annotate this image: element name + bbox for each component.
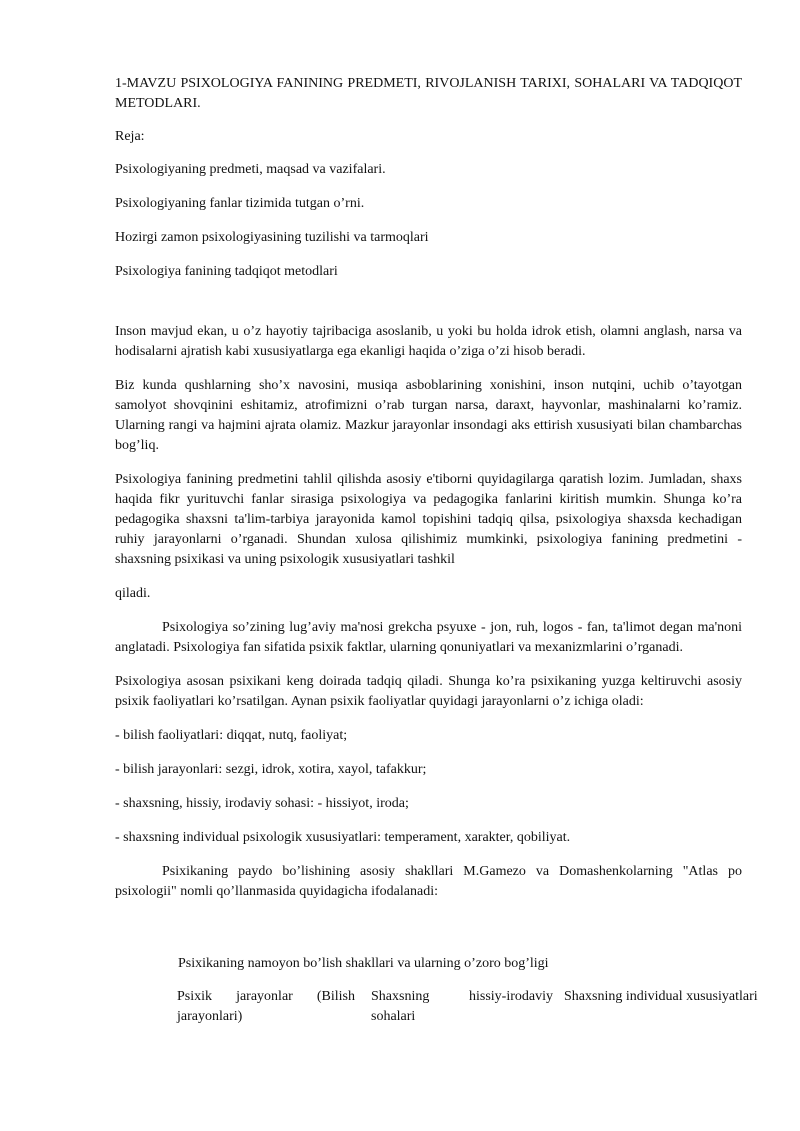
document-body	[115, 74, 742, 916]
plan-item: Psixologiyaning fanlar tizimida tutgan o’rni.	[115, 196, 365, 211]
paragraph: qiladi.	[115, 586, 151, 601]
plan-item: Psixologiyaning predmeti, maqsad va vazifalari.	[115, 162, 386, 177]
list-item: - bilish faoliyatlari: diqqat, nutq, faoliyat;	[115, 728, 348, 743]
table-cell-mental-processes: Psixik jarayonlar (Bilish jarayonlari)	[177, 989, 355, 1024]
plan-item: Psixologiya fanining tadqiqot metodlari	[115, 264, 338, 279]
table-cell-text: sohalari	[371, 1009, 416, 1024]
table-cell-text: Shaxsning	[371, 989, 430, 1004]
table-cell-emotional-volitional	[371, 987, 553, 1027]
plan-heading: Reja:	[115, 129, 145, 144]
table-title: Psixikaning namoyon bo’lish shakllari va ularning o’zoro bog’ligi	[178, 956, 549, 971]
paragraph: Biz kunda qushlarning sho’x navosini, musiqa asboblarining xonishini, inson nutqini, uchib o’tayotgan samolyot shovqinini eshitamiz, atrofimizni o’rab turgan narsa, daraxt, hayvonlar, mashinalarni ko’ramiz. Ularning rangi va hajmini ajrata olamiz. Mazkur jarayonlar insondagi aks ettirish xususiyati bilan chambarchas bog’liq.	[115, 378, 742, 453]
list-item: - shaxsning, hissiy, irodaviy sohasi: - hissiyot, iroda;	[115, 796, 409, 811]
paragraph: Psixologiya so’zining lug’aviy ma'nosi grekcha psyuxe - jon, ruh, logos - fan, ta'limot degan ma'noni anglatadi. Psixologiya fan sifatida psixik faktlar, ularning qonuniyatlari va mexanizmlarini o’rganadi.	[115, 620, 742, 655]
paragraph: Psixikaning paydo bo’lishining asosiy shakllari M.Gamezo va Domashenkolarning "Atlas po psixologii" nomli qo’llanmasida quyidagicha ifodalanadi:	[115, 864, 742, 899]
topic-title: 1-MAVZU PSIXOLOGIYA FANINING PREDMETI, RIVOJLANISH TARIXI, SOHALARI VA TADQIQOT METODLARI.	[115, 76, 742, 111]
list-item: - bilish jarayonlari: sezgi, idrok, xotira, xayol, tafakkur;	[115, 762, 427, 777]
spacer	[115, 296, 742, 322]
paragraph: Inson mavjud ekan, u o’z hayotiy tajribaciga asoslanib, u yoki bu holda idrok etish, olamni anglash, narsa va hodisalarni ajratish kabi xususiyatlarga ega ekanligi haqida o’ziga o’zi hisob beradi.	[115, 324, 742, 359]
paragraph: Psixologiya fanining predmetini tahlil qilishda asosiy e'tiborni quyidagilarga qaratish lozim. Jumladan, shaxs haqida fikr yurituvchi fanlar sirasiga psixologiya va pedagogika fanlarini kiritish mumkin. Shunga ko’ra pedagogika shaxsni ta'lim-tarbiya jarayonida kamol topishini tadqiq qilsa, psixologiya shaxsda kechadigan ruhiy jarayonlarni o’rganadi. Shundan xulosa qilishimiz mumkinki, psixologiya fanining predmetini - shaxsning psixikasi va uning psixologik xususiyatlari tashkil	[115, 472, 742, 567]
table-cell-individual-traits: Shaxsning individual xususiyatlari	[564, 989, 758, 1004]
list-item: - shaxsning individual psixologik xususiyatlari: temperament, xarakter, qobiliyat.	[115, 830, 571, 845]
table-cell-line	[371, 987, 553, 1007]
table-cell-text: hissiy-irodaviy	[469, 989, 553, 1004]
paragraph: Psixologiya asosan psixikani keng doirada tadqiq qiladi. Shunga ko’ra psixikaning yuzga keltiruvchi asosiy psixik faoliyatlari ko’rsatilgan. Aynan psixik faoliyatlar quyidagi jarayonlarni o’z ichiga oladi:	[115, 674, 742, 709]
plan-item: Hozirgi zamon psixologiyasining tuzilishi va tarmoqlari	[115, 230, 429, 245]
